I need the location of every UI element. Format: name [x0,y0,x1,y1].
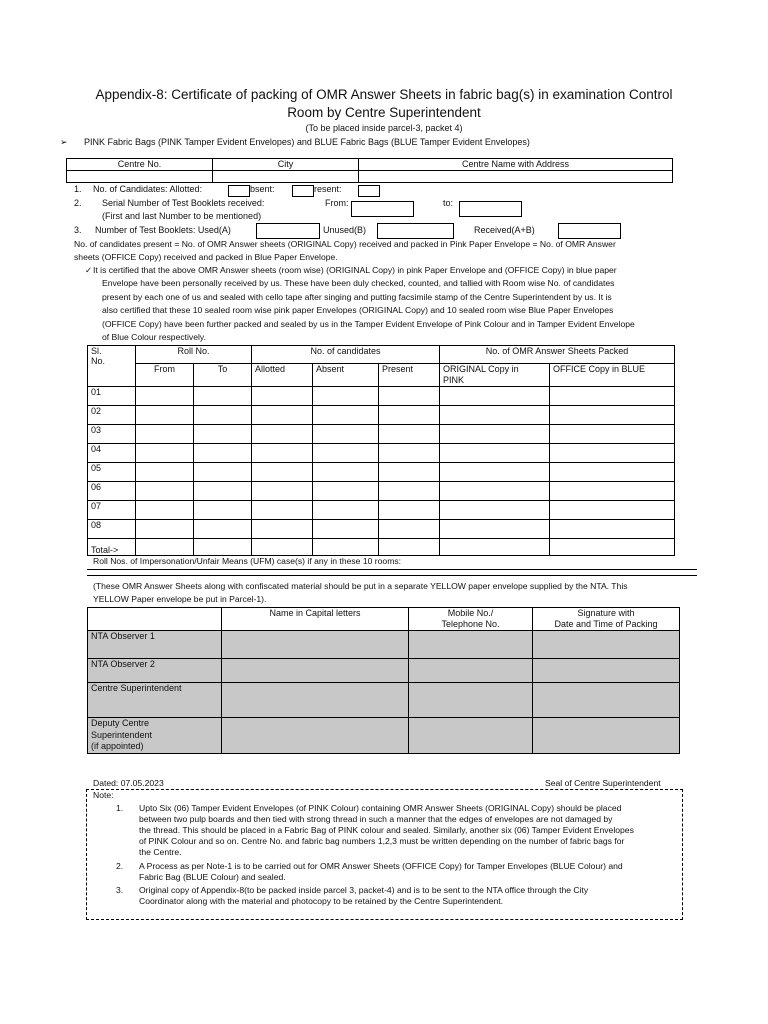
row-number: 03 [88,425,136,444]
cell[interactable] [252,501,313,520]
cell[interactable] [313,406,379,425]
cell[interactable] [194,463,252,482]
cell[interactable] [379,406,440,425]
observer-1-name-field[interactable] [222,631,409,659]
dcs-name-field[interactable] [222,718,409,754]
row-number: 02 [88,406,136,425]
signature-header-line1: Signature with [577,608,635,618]
page-title: Appendix-8: Certificate of packing of OMR Answer Sheets in fabric bag(s) in examination Control [95,87,673,102]
observer-1-mobile-field[interactable] [409,631,533,659]
centre-no-header: Centre No. [67,159,213,171]
centre-no-field[interactable] [67,171,213,183]
cell[interactable] [440,520,550,539]
cell[interactable] [440,444,550,463]
signature-header-line2: Date and Time of Packing [554,619,658,629]
cell[interactable] [440,539,550,556]
item2-note: (First and last Number to be mentioned) [102,211,262,221]
from-header: From [136,364,194,387]
cell[interactable] [194,501,252,520]
note-2-line-2: Fabric Bag (BLUE Colour) and sealed. [139,872,286,882]
cell[interactable] [194,482,252,501]
cell[interactable] [440,482,550,501]
unused-label: Unused(B) [323,225,367,235]
page-subtitle: (To be placed inside parcel-3, packet 4) [305,123,463,133]
row-number: 07 [88,501,136,520]
cs-name-field[interactable] [222,683,409,718]
cell[interactable] [313,387,379,406]
no-candidates-header: No. of candidates [252,346,440,364]
equation-line-2: sheets (OFFICE Copy) received and packed in Blue Paper Envelope. [74,252,338,262]
note-1-number: 1. [116,803,124,813]
note-2-line-1: A Process as per Note-1 is to be carried out for OMR Answer Sheets (OFFICE Copy) for Tamper Envelopes (BLUE Colour) and [139,861,623,871]
signature-table [87,607,680,754]
roll-no-header: Roll No. [136,346,252,364]
item1-number: 1. [74,184,82,194]
city-header: City [213,159,359,171]
cell[interactable] [313,444,379,463]
present-label: resent: [314,184,342,194]
item1-label: No. of Candidates: Allotted: [93,184,203,194]
cell[interactable] [194,425,252,444]
cell[interactable] [379,463,440,482]
cell[interactable] [136,425,194,444]
cell[interactable] [550,520,675,539]
row-number: 04 [88,444,136,463]
centre-name-field[interactable] [359,171,673,183]
cell[interactable] [379,520,440,539]
note-3-number: 3. [116,885,124,895]
omr-packed-header: No. of OMR Answer Sheets Packed [440,346,675,364]
item3-number: 3. [74,225,82,235]
observer-2-name-field[interactable] [222,659,409,683]
cell[interactable] [252,406,313,425]
cell[interactable] [194,539,252,556]
row-number: 05 [88,463,136,482]
cell[interactable] [136,520,194,539]
no-label: No. [91,356,106,366]
item2-label: Serial Number of Test Booklets received: [102,198,265,208]
sl-label: Sl. [91,346,102,356]
observer-2-mobile-field[interactable] [409,659,533,683]
cell[interactable] [136,387,194,406]
cell[interactable] [313,501,379,520]
cell[interactable] [550,501,675,520]
observer-2-signature-field[interactable] [533,659,680,683]
cs-signature-field[interactable] [533,683,680,718]
note-1-line-4: of PINK Colour and so on. Centre No. and fabric bag numbers 1,2,3 must be written depending on the number of fabric bags for [139,836,625,846]
cell[interactable] [136,444,194,463]
cell[interactable] [550,425,675,444]
deputy-cs-line3: (if appointed) [91,741,144,751]
nta-observer-1-label: NTA Observer 1 [88,631,222,659]
original-pink-header [440,364,550,387]
note-1-line-3: the thread. This should be placed in a Fabric Bag of PINK colour and sealed. Similarly, another six (06) Tamper Evident Envelopes [139,825,634,835]
cell[interactable] [252,425,313,444]
serial-from-field[interactable] [351,201,414,217]
cert-line-5: (OFFICE Copy) have been further packed and sealed by us in the Tamper Evident Envelope of Pink Colour and in Tamper Evident Envelope [102,319,635,329]
to-label: to: [443,198,454,208]
arrow-bullet-icon: ➢ [60,137,68,147]
yellow-envelope-line-2: YELLOW Paper envelope be put in Parcel-1). [93,594,267,604]
note-3-line-2: Coordinator along with the material and photocopy to be retained by the Centre Superintendent. [139,896,504,906]
cell[interactable] [313,425,379,444]
cell[interactable] [550,387,675,406]
note-1-line-5: the Centre. [139,847,182,857]
cell[interactable] [252,520,313,539]
absent-header: Absent [313,364,379,387]
page-title-line2: Room by Centre Superintendent [287,105,481,120]
present-header: Present [379,364,440,387]
signature-header [533,608,680,631]
original-pink-line1: ORIGINAL Copy in [443,364,519,374]
centre-table [66,158,673,183]
deputy-cs-line2: Superintendent [91,729,153,740]
cell[interactable] [313,539,379,556]
cell[interactable] [550,539,675,556]
unused-field[interactable] [377,223,454,239]
from-label: From: [325,198,349,208]
mobile-header-line2: Telephone No. [441,619,500,629]
cert-line-4: also certified that these 10 sealed room wise pink paper Envelopes (ORIGINAL Copy) and 10 sealed room wise Blue Paper Envelopes [102,305,614,315]
packing-table [87,345,675,556]
yellow-envelope-line-1: (These OMR Answer Sheets along with confiscated material should be put in a separate YELLOW paper envelope supplied by the NTA. This [93,581,628,591]
role-header [88,608,222,631]
serial-to-field[interactable] [459,201,522,217]
centre-superintendent-label: Centre Superintendent [88,683,222,718]
fabric-bags-line: PINK Fabric Bags (PINK Tamper Evident Envelopes) and BLUE Fabric Bags (BLUE Tamper Evident Envelopes) [84,137,530,147]
dated-text: Dated: 07.05.2023 [93,778,164,788]
cell[interactable] [194,520,252,539]
cell[interactable] [252,387,313,406]
equation-line-1: No. of candidates present = No. of OMR Answer sheets (ORIGINAL Copy) received and packed in Pink Paper Envelope = No. of OMR Answer [74,239,616,249]
cell[interactable] [379,444,440,463]
item3-label: Number of Test Booklets: Used(A) [95,225,231,235]
deputy-cs-line1: Deputy Centre [91,718,150,728]
cell[interactable] [550,482,675,501]
item2-number: 2. [74,198,82,208]
cell[interactable] [379,425,440,444]
cell[interactable] [550,444,675,463]
cell[interactable] [379,387,440,406]
received-field[interactable] [558,223,621,239]
mobile-header [409,608,533,631]
nta-observer-2-label: NTA Observer 2 [88,659,222,683]
cell[interactable] [379,501,440,520]
original-pink-line2: PINK [443,375,465,385]
cell[interactable] [440,406,550,425]
cell[interactable] [440,387,550,406]
checkmark-icon: ✓ [85,265,93,275]
row-number: 01 [88,387,136,406]
note-3-line-1: Original copy of Appendix-8(to be packed inside parcel 3, packet-4) and is to be sent to the NTA office through the City [139,885,589,895]
dcs-signature-field[interactable] [533,718,680,754]
dcs-mobile-field[interactable] [409,718,533,754]
note-title: Note: [93,790,114,800]
row-number: 06 [88,482,136,501]
cert-line-1: It is certified that the above OMR Answer sheets (room wise) (ORIGINAL Copy) in pink Paper Envelope and (OFFICE Copy) in blue paper [93,265,617,275]
deputy-cs-label [88,718,222,754]
cell[interactable] [136,463,194,482]
cell[interactable] [194,444,252,463]
sl-no-header [88,346,136,387]
ufm-label: Roll Nos. of Impersonation/Unfair Means (UFM) case(s) if any in these 10 rooms: [93,556,402,566]
received-label: Received(A+B) [474,225,535,235]
mobile-header-line1: Mobile No./ [447,608,494,618]
cs-mobile-field[interactable] [409,683,533,718]
ufm-line-2[interactable] [87,575,697,576]
cell[interactable] [313,482,379,501]
cell[interactable] [440,425,550,444]
cell[interactable] [440,501,550,520]
cell[interactable] [252,482,313,501]
cell[interactable] [313,520,379,539]
note-2-number: 2. [116,861,124,871]
cell[interactable] [252,444,313,463]
cell[interactable] [252,539,313,556]
cell[interactable] [550,406,675,425]
centre-name-header: Centre Name with Address [359,159,673,171]
row-number: 08 [88,520,136,539]
name-header: Name in Capital letters [222,608,409,631]
note-1-line-2: between two pulp boards and then tied with strong thread in such a manner that the edges of envelopes are not damaged by [139,814,613,824]
cell[interactable] [136,406,194,425]
cert-line-2: Envelope have been personally received by us. These have been duly checked, counted, and tallied with Room wise No. of candidates [102,278,615,288]
present-box[interactable] [358,185,380,197]
cell[interactable] [379,539,440,556]
allotted-box[interactable] [228,185,250,197]
seal-text: Seal of Centre Superintendent [545,778,661,788]
cell[interactable] [550,463,675,482]
ufm-line-1[interactable] [87,569,697,570]
cell[interactable] [136,482,194,501]
cell[interactable] [136,501,194,520]
cell[interactable] [136,539,194,556]
note-1-line-1: Upto Six (06) Tamper Evident Envelopes (of PINK Colour) containing OMR Answer Sheets (ORIGINAL Copy) should be placed [139,803,622,813]
cell[interactable] [440,463,550,482]
cert-line-6: of Blue Colour respectively. [102,332,206,342]
cell[interactable] [194,387,252,406]
cell[interactable] [194,406,252,425]
absent-box[interactable] [292,185,314,197]
absent-label: bsent: [250,184,275,194]
cell[interactable] [379,482,440,501]
city-field[interactable] [213,171,359,183]
cert-line-3: present by each one of us and sealed with cello tape after singing and putting facsimile stamp of the Centre Superintendent by us. It is [102,292,612,302]
to-header: To [194,364,252,387]
total-label: Total-> [88,539,136,556]
observer-1-signature-field[interactable] [533,631,680,659]
allotted-header: Allotted [252,364,313,387]
office-blue-header: OFFICE Copy in BLUE [550,364,675,387]
cell[interactable] [252,463,313,482]
cell[interactable] [313,463,379,482]
used-field[interactable] [256,223,320,239]
